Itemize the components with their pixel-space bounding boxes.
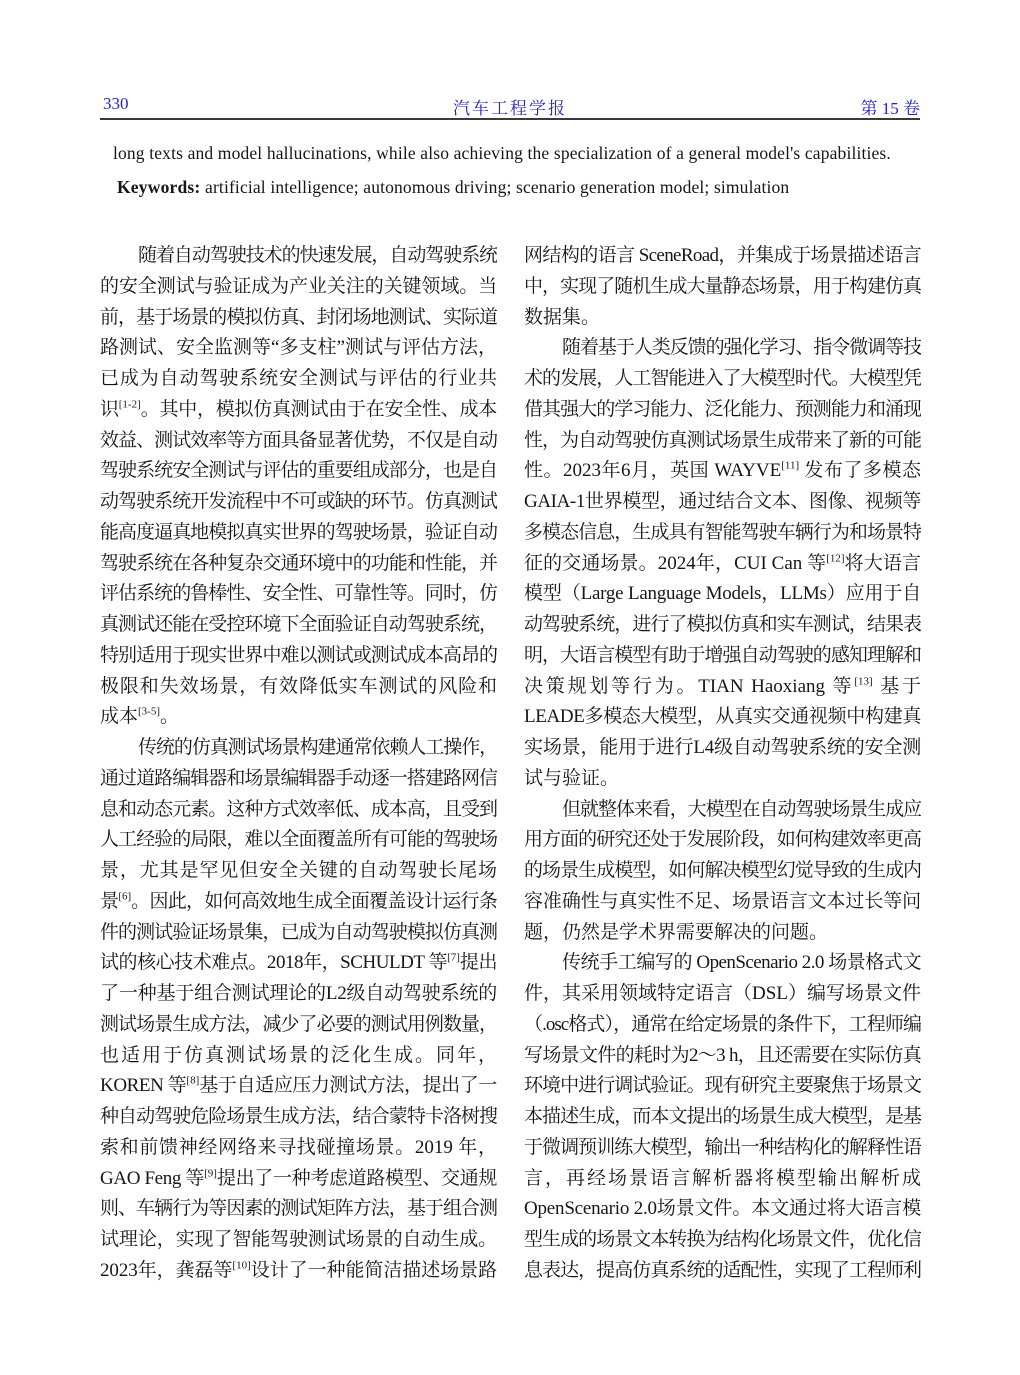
- text-line: 试理论，实现了智能驾驶测试场景的自动生成。: [100, 1229, 497, 1250]
- header-rule: [100, 118, 920, 120]
- text-line: 已成为自动驾驶系统安全测试与评估的行业共: [100, 368, 497, 389]
- keywords-label: Keywords:: [117, 177, 206, 197]
- citation-ref: [12]: [826, 552, 845, 565]
- text-line: 用方面的研究还处于发展阶段，如何构建效率更高: [524, 829, 921, 851]
- text-line: 随着自动驾驶技术的快速发展，自动驾驶系统: [138, 245, 497, 266]
- text-line: 测试场景生成方法，减少了必要的测试用例数量，: [100, 1013, 497, 1035]
- text-line: 效益、测试效率等方面具备显著优势，不仅是自动: [100, 429, 497, 451]
- text-line: 容准确性与真实性不足、场景语言文本过长等问: [524, 890, 921, 912]
- text-line: 则、车辆行为等因素的测试矩阵方法，基于组合测: [100, 1198, 497, 1220]
- citation-ref: [10]: [232, 1259, 251, 1272]
- text-line: 2023年，龚磊等[10]设计了一种能简洁描述场景路: [100, 1259, 497, 1281]
- text-line: 也适用于仿真测试场景的泛化生成。同年，: [100, 1044, 497, 1066]
- text-line: 传统的仿真测试场景构建通常依赖人工操作，: [138, 737, 497, 758]
- text-line: 前，基于场景的模拟仿真、封闭场地测试、实际道: [100, 306, 497, 328]
- text-line: 件的测试验证场景集，已成为自动驾驶模拟仿真测: [100, 921, 497, 943]
- citation-ref: [9]: [204, 1167, 217, 1180]
- text-line: 的场景生成模型，如何解决模型幻觉导致的生成内: [524, 860, 921, 881]
- text-line: 明，大语言模型有助于增强自动驾驶的感知理解和: [524, 644, 921, 666]
- text-line: 件，其采用领域特定语言（DSL）编写场景文件: [524, 983, 921, 1004]
- page-number: 330: [103, 94, 129, 113]
- text-line: 性。2023年6月，英国 WAYVE[11] 发布了多模态: [524, 459, 921, 482]
- text-line: 种自动驾驶危险场景生成方法，结合蒙特卡洛树搜: [100, 1106, 497, 1127]
- volume-label: 第 15 卷: [860, 99, 920, 118]
- citation-ref: [3-5]: [138, 705, 161, 718]
- abstract-closing-line: long texts and model hallucinations, while also achieving the specialization of a general model's capabilities.: [113, 143, 891, 163]
- abstract-block: [100, 142, 922, 198]
- text-line: 性，为自动驾驶仿真测试场景生成带来了新的可能: [524, 429, 921, 451]
- text-line: 本描述生成，而本文提出的场景生成大模型，是基: [524, 1106, 921, 1127]
- text-line: 环境中进行调试验证。现有研究主要聚焦于场景文: [524, 1075, 921, 1097]
- left-column: [100, 241, 497, 1287]
- text-line: 索和前馈神经网络来寻找碰撞场景。2019 年，: [100, 1136, 497, 1158]
- text-line: 景，尤其是罕见但安全关键的自动驾驶长尾场: [100, 860, 497, 881]
- text-line: 人工经验的局限，难以全面覆盖所有可能的驾驶场: [100, 829, 497, 851]
- text-line: 于微调预训练大模型，输出一种结构化的解释性语: [524, 1136, 921, 1158]
- text-line: 多模态信息，生成具有智能驾驶车辆行为和场景特: [524, 521, 921, 543]
- text-line: （.osc格式），通常在给定场景的条件下，工程师编: [524, 1013, 921, 1035]
- text-line: 试与验证。: [524, 767, 620, 789]
- text-line: 传统手工编写的 OpenScenario 2.0 场景格式文: [562, 952, 921, 974]
- text-line: 试的核心技术难点。2018年，SCHULDT 等[7]提出: [100, 951, 497, 974]
- text-line: 的安全测试与验证成为产业关注的关键领域。当: [100, 275, 497, 297]
- text-line: 识[1-2]。其中，模拟仿真测试由于在安全性、成本: [100, 398, 497, 420]
- page-header: [100, 94, 920, 118]
- text-line: 了一种基于组合测试理论的L2级自动驾驶系统的: [100, 983, 497, 1004]
- text-line: OpenScenario 2.0场景文件。本文通过将大语言模: [524, 1198, 921, 1220]
- text-line: 术的发展，人工智能进入了大模型时代。大模型凭: [524, 368, 921, 389]
- keywords-text: artificial intelligence; autonomous driving; scenario generation model; simulation: [205, 177, 790, 197]
- text-line: 路测试、安全监测等“多支柱”测试与评估方法，: [100, 337, 497, 359]
- text-line: 驾驶系统安全测试与评估的重要组成部分，也是自: [100, 460, 497, 482]
- text-line: 题，仍然是学术界需要解决的问题。: [524, 921, 829, 943]
- citation-ref: [11]: [781, 459, 800, 472]
- text-line: 息和动态元素。这种方式效率低、成本高，且受到: [100, 798, 497, 820]
- text-line: 言，再经场景语言解析器将模型输出解析成: [524, 1167, 921, 1189]
- text-line: 中，实现了随机生成大量静态场景，用于构建仿真: [524, 275, 921, 297]
- text-line: 息表达，提高仿真系统的适配性，实现了工程师利: [524, 1259, 921, 1281]
- text-line: LEADE多模态大模型，从真实交通视频中构建真: [524, 706, 921, 728]
- text-line: 数据集。: [524, 306, 601, 328]
- text-line: 模型（Large Language Models，LLMs）应用于自: [524, 583, 921, 605]
- text-line: 写场景文件的耗时为2～3 h，且还需要在实际仿真: [524, 1044, 921, 1066]
- citation-ref: [13]: [854, 675, 873, 688]
- text-line: 随着基于人类反馈的强化学习、指令微调等技: [562, 337, 921, 359]
- text-line: 征的交通场景。2024年，CUI Can 等[12]将大语言: [524, 552, 921, 574]
- text-line: GAO Feng 等[9]提出了一种考虑道路模型、交通规: [100, 1167, 497, 1189]
- citation-ref: [8]: [186, 1074, 200, 1087]
- text-line: 但就整体来看，大模型在自动驾驶场景生成应: [562, 798, 921, 820]
- right-column: [524, 241, 921, 1287]
- text-line: 景[6]。因此，如何高效地生成全面覆盖设计运行条: [100, 890, 497, 912]
- text-line: 驾驶系统在各种复杂交通环境中的功能和性能，并: [100, 552, 497, 574]
- journal-title: 汽车工程学报: [453, 99, 567, 118]
- text-line: 型生成的场景文本转换为结构化场景文件，优化信: [524, 1229, 921, 1250]
- text-line: 通过道路编辑器和场景编辑器手动逐一搭建路网信: [100, 767, 497, 789]
- text-line: 动驾驶系统开发流程中不可或缺的环节。仿真测试: [100, 491, 497, 512]
- text-line: 动驾驶系统，进行了模拟仿真和实车测试，结果表: [524, 614, 921, 635]
- text-line: 网结构的语言 SceneRoad，并集成于场景描述语言: [524, 245, 921, 266]
- text-line: 评估系统的鲁棒性、安全性、可靠性等。同时，仿: [100, 583, 497, 605]
- text-line: 特别适用于现实世界中难以测试或测试成本高昂的: [100, 644, 497, 666]
- citation-ref: [1-2]: [118, 398, 141, 411]
- text-line: 成本[3-5]。: [100, 705, 180, 728]
- text-line: 实场景，能用于进行L4级自动驾驶系统的安全测: [524, 737, 921, 758]
- citation-ref: [7]: [447, 951, 460, 964]
- text-line: 借其强大的学习能力、泛化能力、预测能力和涌现: [524, 398, 921, 420]
- text-line: GAIA-1世界模型，通过结合文本、图像、视频等: [524, 491, 921, 512]
- text-line: 真测试还能在受控环境下全面验证自动驾驶系统，: [100, 614, 497, 635]
- text-line: 决策规划等行为。TIAN Haoxiang 等[13] 基于: [524, 675, 921, 697]
- text-line: KOREN 等[8]基于自适应压力测试方法，提出了一: [100, 1074, 497, 1097]
- text-line: 极限和失效场景，有效降低实车测试的风险和: [100, 675, 497, 697]
- keywords-line: [100, 176, 922, 198]
- citation-ref: [6]: [118, 890, 132, 903]
- text-line: 能高度逼真地模拟真实世界的驾驶场景，验证自动: [100, 521, 497, 543]
